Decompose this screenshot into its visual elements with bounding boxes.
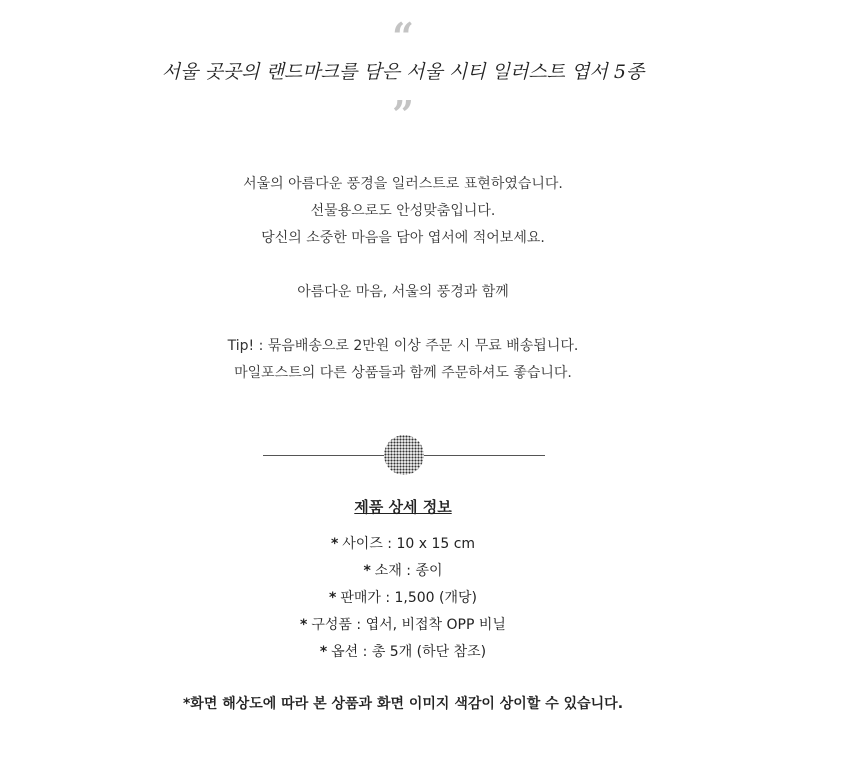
open-quote-icon: “ [392, 14, 414, 59]
spec-item [0, 534, 806, 554]
bullet-star-icon: * [330, 536, 339, 552]
spec-item [0, 642, 806, 662]
bullet-star-icon: * [328, 590, 337, 606]
bullet-star-icon: * [363, 563, 371, 579]
spec-item [0, 561, 806, 581]
bullet-star-icon: * [300, 617, 308, 633]
spec-text: 옵션 : 총 5개 (하단 참조) [331, 644, 487, 660]
spec-text: 소재 : 종이 [374, 563, 443, 579]
details-title: 제품 상세 정보 [354, 498, 452, 516]
spec-text: 사이즈 : 10 x 15 cm [342, 536, 476, 552]
spec-text: 판매가 : 1,500 (개당) [340, 590, 478, 606]
close-quote-icon: ” [392, 92, 414, 137]
spec-text: 구성품 : 엽서, 비접착 OPP 비닐 [311, 617, 506, 633]
tagline: 아름다운 마음, 서울의 풍경과 함께 [297, 284, 509, 300]
tip-line: Tip! : 묶음배송으로 2만원 이상 주문 시 무료 배송됩니다. [227, 338, 579, 354]
spec-item [0, 615, 806, 635]
dotted-ball-icon [384, 435, 424, 475]
headline: 서울 곳곳의 랜드마크를 담은 서울 시티 일러스트 엽서 5종 [161, 61, 645, 83]
tip-line: 마일포스트의 다른 상품들과 함께 주문하셔도 좋습니다. [234, 365, 572, 381]
disclaimer: *화면 해상도에 따라 본 상품과 화면 이미지 색감이 상이할 수 있습니다. [182, 696, 624, 712]
bullet-star-icon: * [319, 644, 328, 660]
description-line: 서울의 아름다운 풍경을 일러스트로 표현하였습니다. [243, 176, 563, 192]
description-line: 선물용으로도 안성맞춤입니다. [310, 203, 496, 219]
description-line: 당신의 소중한 마음을 담아 엽서에 적어보세요. [261, 230, 545, 246]
spec-item [0, 588, 806, 608]
